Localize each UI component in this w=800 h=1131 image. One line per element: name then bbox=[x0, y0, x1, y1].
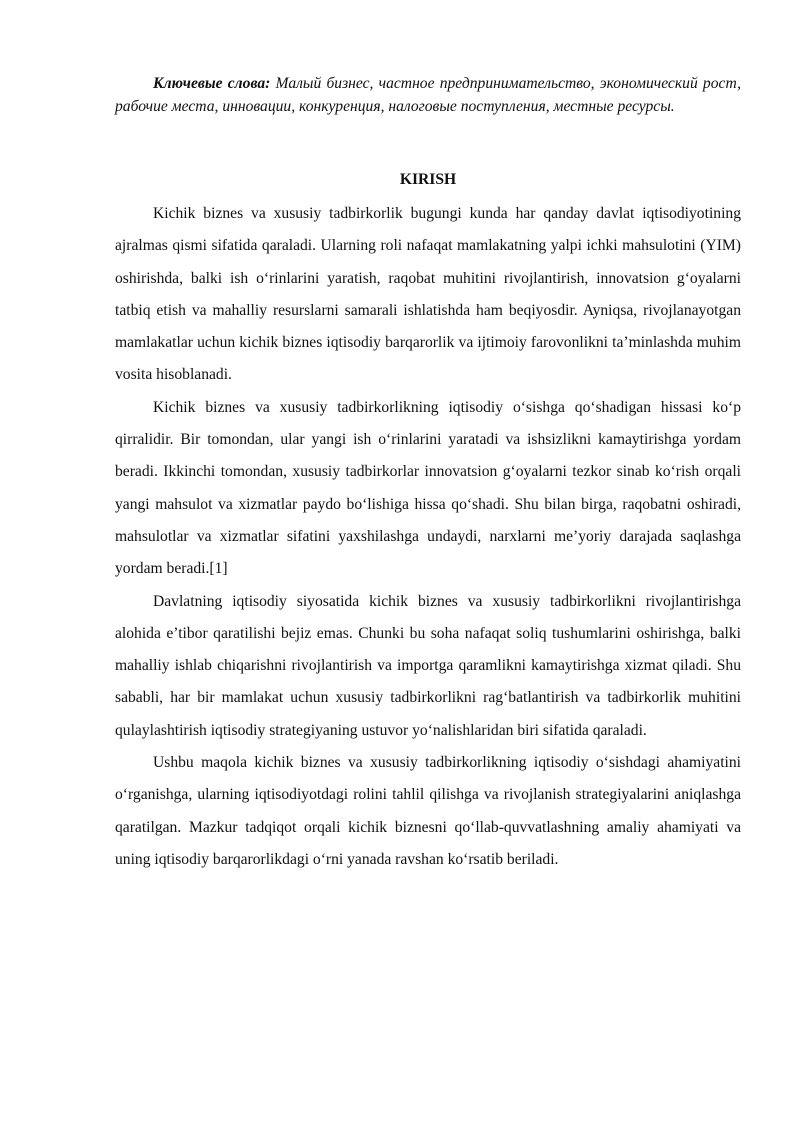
keywords-text: Малый бизнес, частное предпринимательство, экономический рост, рабочие места, инновации, конкуренция, налоговые поступления, местные ресурсы. bbox=[115, 75, 741, 115]
paragraph-3: Davlatning iqtisodiy siyosatida kichik biznes va xususiy tadbirkorlikni rivojlantirishga alohida e’tibor qaratilishi bejiz emas. Chunki bu soha nafaqat soliq tushumlarini oshirishga, balki mahalliy ishlab chiqarishni rivojlantirish va importga qaramlikni kamaytirishga xizmat qiladi. Shu sababli, har bir mamlakat uchun xususiy tadbirkorlikni rag‘batlantirish va tadbirkorlik muhitini qulaylashtirish iqtisodiy strategiyaning ustuvor yo‘nalishlaridan biri sifatida qaraladi. bbox=[115, 592, 741, 739]
document-page bbox=[115, 72, 741, 876]
paragraph-4: Ushbu maqola kichik biznes va xususiy tadbirkorlikning iqtisodiy o‘sishdagi ahamiyatini o‘rganishga, ularning iqtisodiyotdagi rolini tahlil qilishga va rivojlanish strategiyalarini aniqlashga qaratilgan. Mazkur tadqiqot orqali kichik biznesni qo‘llab-quvvatlashning amaliy ahamiyati va uning iqtisodiy barqarorlikdagi o‘rni yanada ravshan ko‘rsatib beriladi. bbox=[115, 754, 741, 868]
body-text bbox=[115, 198, 741, 876]
paragraph-1: Kichik biznes va xususiy tadbirkorlik bugungi kunda har qanday davlat iqtisodiyotining ajralmas qismi sifatida qaraladi. Ularning roli nafaqat mamlakatning yalpi ichki mahsulotini (YIM) oshirishda, balki ish o‘rinlarini yaratish, raqobat muhitini rivojlantirish, innovatsion g‘oyalarni tatbiq etish va mahalliy resurslarni samarali ishlatishda ham beqiyosdir. Ayniqsa, rivojlanayotgan mamlakatlar uchun kichik biznes iqtisodiy barqarorlik va ijtimoiy farovonlikni ta’minlashda muhim vosita hisoblanadi. bbox=[115, 205, 741, 384]
section-heading: KIRISH bbox=[399, 171, 457, 188]
keywords-block bbox=[115, 72, 741, 118]
keywords-label: Ключевые слова: bbox=[153, 75, 271, 92]
paragraph-2: Kichik biznes va xususiy tadbirkorlikning iqtisodiy o‘sishga qo‘shadigan hissasi ko‘p qirralidir. Bir tomondan, ular yangi ish o‘rinlarini yaratadi va ishsizlikni kamaytirishga yordam beradi. Ikkinchi tomondan, xususiy tadbirkorlar innovatsion g‘oyalarni tezkor sinab ko‘rish orqali yangi mahsulot va xizmatlar paydo bo‘lishiga hissa qo‘shadi. Shu bilan birga, raqobatni oshiradi, mahsulotlar va xizmatlar sifatini yaxshilashga undaydi, narxlarni me’yoriy darajada saqlashga yordam beradi.[1] bbox=[115, 398, 741, 578]
